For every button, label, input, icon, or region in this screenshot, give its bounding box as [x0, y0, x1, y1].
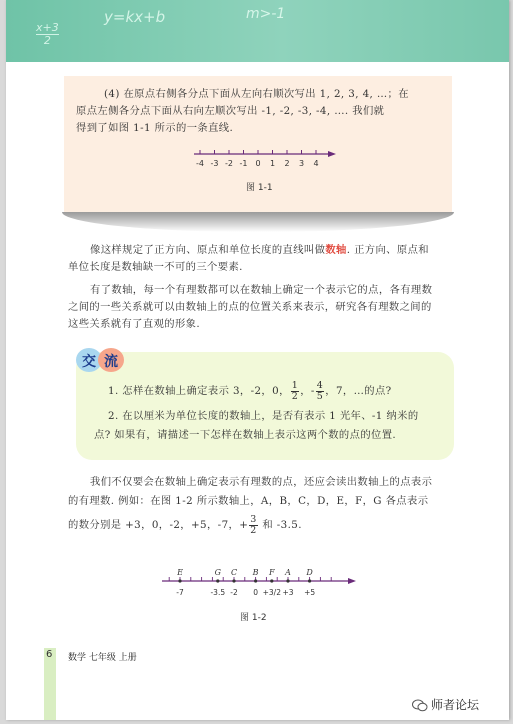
fig2-point-letter: F — [269, 568, 275, 577]
fig2-point-letter: D — [306, 568, 313, 577]
fig2-point-letter: G — [214, 568, 221, 577]
paragraph3-line-1: 我们不仅要会在数轴上确定表示有理数的点，还应会读出数轴上的点表示 — [90, 476, 433, 488]
book-label: 数学 七年级 上册 — [68, 653, 137, 663]
discussion-question-2-line-1: 2. 在以厘米为单位长度的数轴上，是否有表示 1 光年、-1 纳米的 — [108, 410, 419, 422]
chalk-formula-inequality: m>-1 — [246, 6, 286, 22]
box-line-1: (4) 在原点右侧各分点下面从左向右顺次写出 1, 2, 3, 4, …；在 — [104, 88, 409, 100]
fig2-point-D — [308, 579, 311, 582]
header-banner — [6, 0, 509, 62]
fig1-tick-label: -4 — [196, 159, 204, 168]
fig2-value-label: -7 — [176, 588, 184, 597]
paragraph2-line-1: 有了数轴，每一个有理数都可以在数轴上确定一个表示它的点，各有理数 — [90, 284, 433, 296]
fig1-tick-label: 2 — [284, 159, 290, 168]
figure-2-caption: 图 1-2 — [240, 613, 267, 623]
fig1-tick-label: -1 — [239, 159, 248, 168]
fig2-value-label: 0 — [253, 588, 258, 597]
number-line-figure-2 — [158, 566, 362, 608]
definition-line-1: 像这样规定了正方向、原点和单位长度的直线叫做数轴. 正方向、原点和 — [90, 244, 429, 256]
paragraph2-line-3: 这些关系就有了直观的形象. — [68, 318, 201, 330]
fig2-point-G — [216, 579, 219, 582]
chalk-formula-linear: y=kx+b — [104, 8, 166, 26]
discussion-question-2-line-2: 点? 如果有，请描述一下怎样在数轴上表示这两个数的点的位置. — [94, 429, 397, 441]
paragraph3-line-3: 的数分别是 +3，0，-2，+5，-7，+ $\frac{3}{2}$ 和 -3.5. — [68, 513, 302, 536]
fig2-point-letter: A — [285, 568, 291, 577]
fig2-point-letter: C — [230, 568, 238, 577]
discussion-badge: 交 流 — [76, 348, 132, 372]
box-line-2: 原点左侧各分点下面从右向左顺次写出 -1, -2, -3, -4, …. 我们就 — [76, 105, 385, 117]
page-number: 6 — [46, 649, 53, 660]
box-shadow — [62, 212, 454, 232]
fig2-point-E — [178, 579, 181, 582]
fig2-value-label: -3.5 — [210, 588, 226, 597]
discussion-question-1: 1. 怎样在数轴上确定表示 3，-2，0， $\frac{1}{2}$ ，- $\frac{4}{5}$ ，7，…的点? — [108, 379, 392, 402]
fig2-value-label: +5 — [304, 588, 316, 597]
figure-1-caption: 图 1-1 — [246, 183, 273, 193]
paragraph2-line-2: 之间的一些关系就可以由数轴上的点的位置关系来表示，研究各有理数之间的 — [68, 301, 432, 313]
fig1-tick-label: 4 — [313, 159, 319, 168]
fig2-point-letter: B — [252, 568, 259, 577]
fig1-tick-label: 3 — [298, 159, 305, 168]
paragraph3-line-2: 的有理数. 例如：在图 1-2 所示数轴上，A，B，C，D，E，F，G 各点表示 — [68, 495, 429, 507]
watermark: 师者论坛 — [412, 696, 479, 713]
term-number-axis: 数轴 — [325, 244, 347, 256]
fig2-point-A — [286, 579, 289, 582]
fig1-tick-label: -3 — [210, 159, 219, 168]
fig2-value-label: +3/2 — [262, 588, 281, 597]
fig2-value-label: -2 — [230, 588, 238, 597]
textbook-page — [6, 0, 509, 720]
fig2-value-label: +3 — [282, 588, 294, 597]
number-line-figure-1 — [190, 146, 340, 180]
chalk-formula-fraction: x+3 2 — [36, 21, 59, 47]
fig2-point-B — [254, 579, 257, 582]
chat-bubble-icon — [412, 699, 428, 712]
box-line-3: 得到了如图 1-1 所示的一条直线. — [76, 122, 234, 134]
fig2-point-letter: E — [177, 568, 183, 577]
fig1-tick-label: -2 — [225, 159, 233, 168]
fig1-tick-label: 0 — [255, 159, 261, 168]
fig2-point-C — [232, 579, 235, 582]
definition-line-2: 单位长度是数轴缺一不可的三个要素. — [68, 261, 243, 273]
fig2-point-F — [270, 579, 273, 582]
fig1-tick-label: 1 — [269, 159, 276, 168]
